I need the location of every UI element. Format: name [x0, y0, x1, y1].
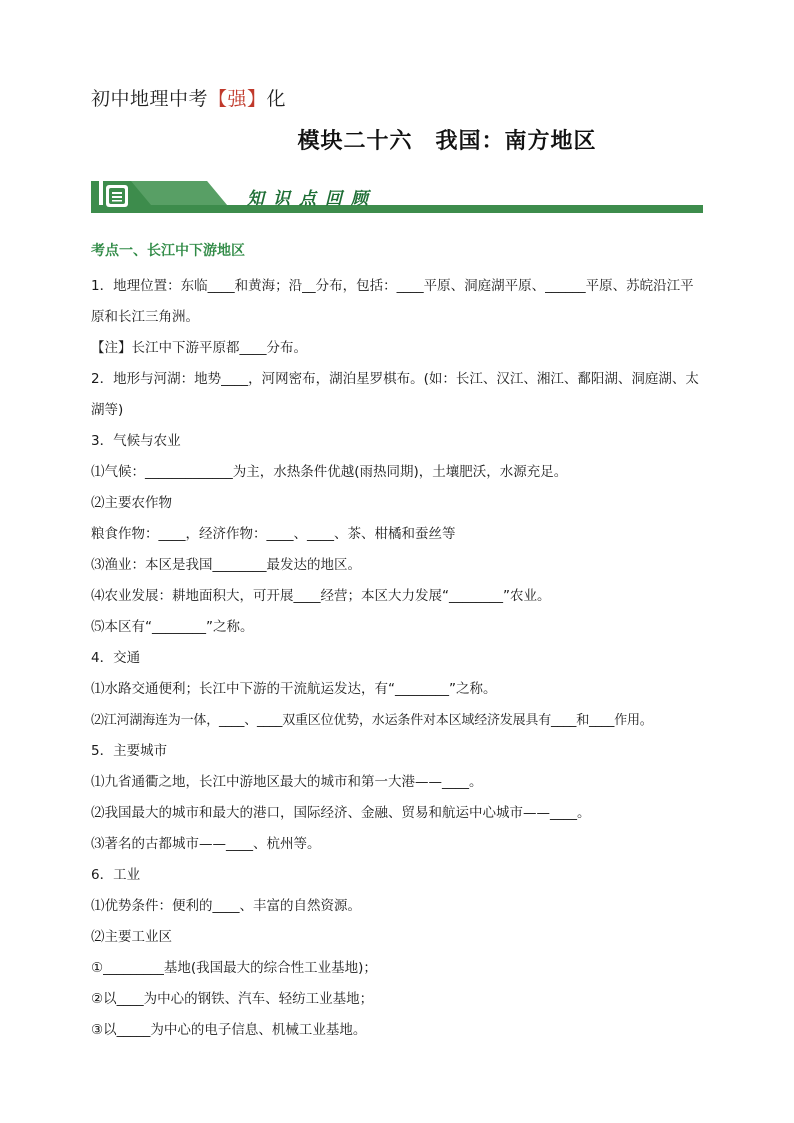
series-header — [91, 84, 286, 111]
text-line: ⑴优势条件：便利的____、丰富的自然资源。 — [91, 898, 361, 914]
section-title: 考点一、长江中下游地区 — [91, 243, 245, 259]
banner-graphic — [91, 181, 703, 215]
text-line: ②以____为中心的钢铁、汽车、轻纺工业基地； — [91, 991, 374, 1007]
text-line: ⑶著名的古都城市——____、杭州等。 — [91, 836, 321, 852]
text-line: 1．地理位置：东临____和黄海；沿__分布，包括：____平原、洞庭湖平原、______平原、苏皖沿江平原和长江三角洲。 — [91, 278, 694, 325]
text-line: ⑸本区有“________”之称。 — [91, 619, 254, 635]
text-line: ①_________基地(我国最大的综合性工业基地)； — [91, 960, 377, 976]
series-suffix: 化 — [266, 88, 287, 110]
text-line: ⑷农业发展：耕地面积大，可开展____经营；本区大力发展“________”农业。 — [91, 588, 551, 604]
text-line: ⑶渔业：本区是我国________最发达的地区。 — [91, 557, 361, 573]
series-highlight: 【强】 — [208, 88, 267, 110]
series-prefix: 初中地理中考 — [91, 88, 209, 110]
text-line: 4．交通 — [91, 650, 141, 666]
text-line: 【注】长江中下游平原都____分布。 — [91, 340, 307, 356]
page-title: 模块二十六 我国：南方地区 — [297, 129, 597, 154]
text-line: ⑴气候：_____________为主，水热条件优越(雨热同期)，土壤肥沃，水源充足。 — [91, 464, 568, 480]
text-line: ⑵主要工业区 — [91, 929, 172, 945]
text-line: 粮食作物：____，经济作物：____、____、茶、柑橘和蚕丝等 — [91, 526, 456, 542]
text-line: ⑵我国最大的城市和最大的港口，国际经济、金融、贸易和航运中心城市——____。 — [91, 805, 591, 821]
content-body — [91, 236, 707, 1046]
banner-label: 知识点回顾 — [247, 189, 377, 209]
text-line: 5．主要城市 — [91, 743, 168, 759]
text-line: 3．气候与农业 — [91, 433, 181, 449]
text-line: ⑵主要农作物 — [91, 495, 172, 511]
text-line: ⑴九省通衢之地，长江中游地区最大的城市和第一大港——____。 — [91, 774, 483, 790]
text-line: ③以_____为中心的电子信息、机械工业基地。 — [91, 1022, 367, 1038]
text-line: ⑴水路交通便利；长江中下游的干流航运发达，有“________”之称。 — [91, 681, 497, 697]
text-line: 2．地形与河湖：地势____，河网密布，湖泊星罗棋布。(如：长江、汉江、湘江、鄱阳湖、洞庭湖、太湖等) — [91, 371, 699, 418]
book-icon — [105, 184, 129, 208]
text-line: ⑵江河湖海连为一体，____、____双重区位优势，水运条件对本区域经济发展具有____和____作用。 — [91, 713, 653, 728]
section-banner — [91, 181, 703, 215]
text-line: 6．工业 — [91, 867, 141, 883]
